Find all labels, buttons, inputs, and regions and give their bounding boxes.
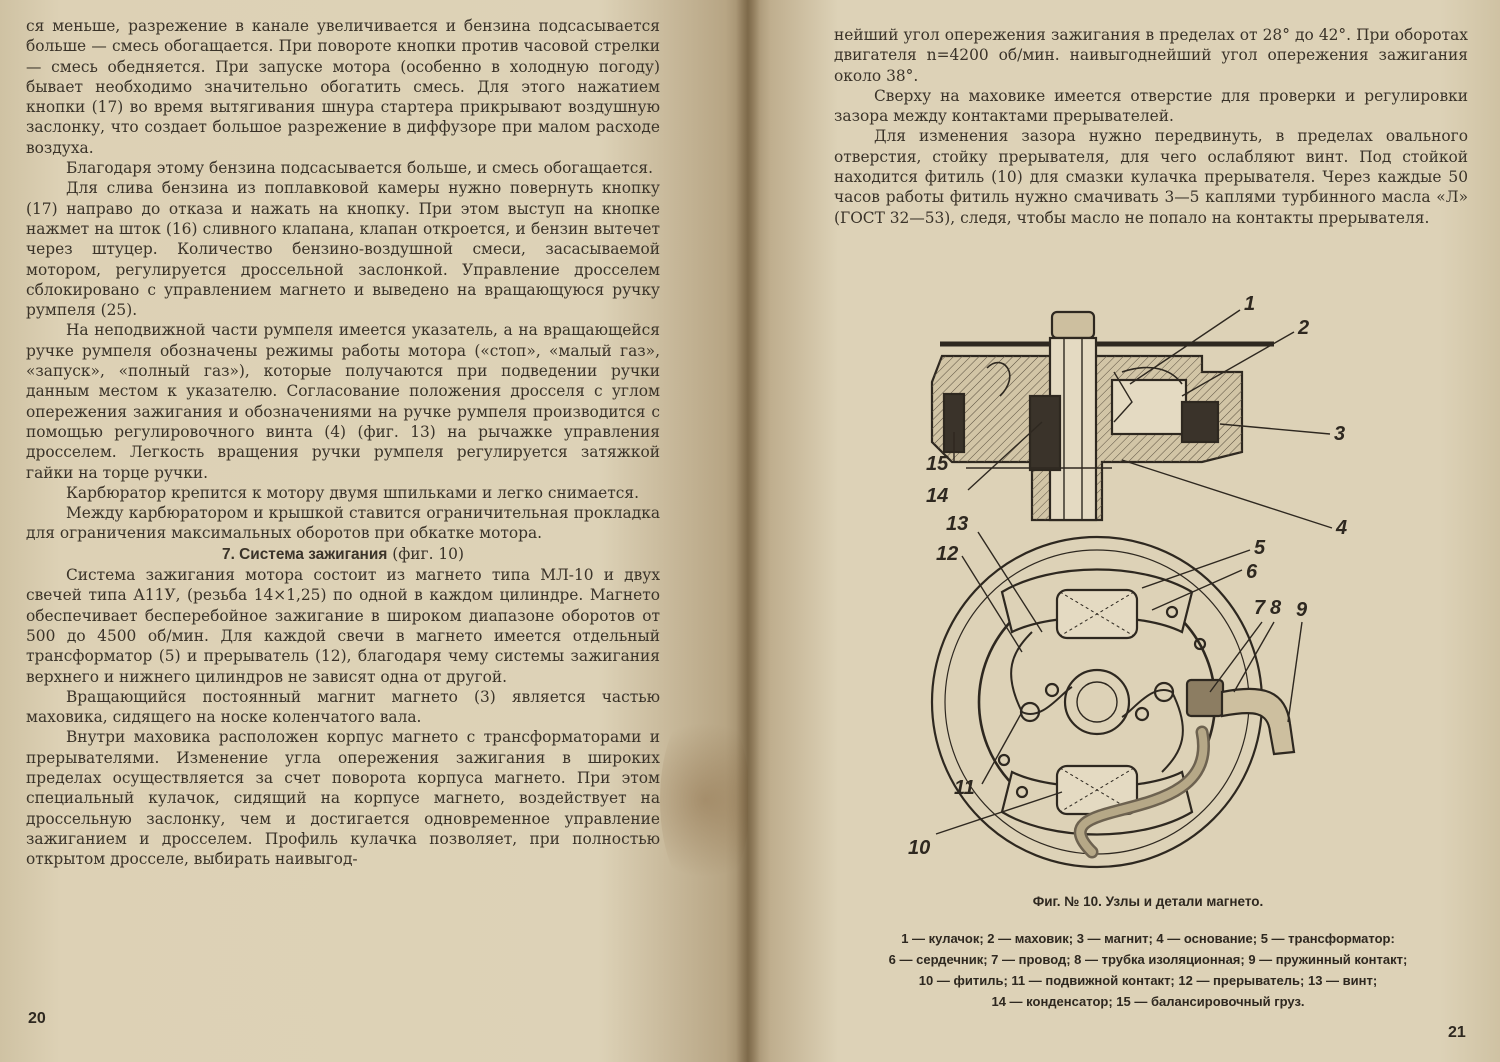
paragraph: Сверху на маховике имеется отверстие для проверки и регулировки зазора между контактами прерывателей. xyxy=(834,86,1468,126)
figure-label: 1 xyxy=(1244,293,1256,315)
magneto-section-view xyxy=(932,312,1274,520)
figure-caption: Фиг. № 10. Узлы и детали магнето. xyxy=(1032,894,1264,909)
figure-label: 13 xyxy=(946,513,969,535)
legend-line: 14 — конденсатор; 15 — балансировочный груз. xyxy=(991,994,1305,1009)
legend-line: 1 — кулачок; 2 — маховик; 3 — магнит; 4 — основание; 5 — трансформатор: xyxy=(901,931,1395,946)
figure-label: 3 xyxy=(1334,423,1346,445)
paragraph: Между карбюратором и крышкой ставится ограничительная прокладка для ограничения максимальных оборотов при обкатке мотора. xyxy=(26,504,660,543)
figure-label: 8 xyxy=(1270,597,1282,619)
figure-label: 15 xyxy=(926,453,949,475)
section-heading xyxy=(26,544,660,565)
paragraph: Вращающийся постоянный магнит магнето (3) является частью маховика, сидящего на носке коленчатого вала. xyxy=(26,687,660,727)
right-page xyxy=(748,0,1500,1062)
figure-label: 5 xyxy=(1254,537,1266,559)
figure-label: 10 xyxy=(908,837,931,859)
left-page xyxy=(0,0,748,1062)
figure-label: 7 xyxy=(1254,597,1266,619)
figure-label: 2 xyxy=(1298,317,1310,339)
section-figure-ref: (фиг. 10) xyxy=(392,544,464,563)
paragraph: На неподвижной части румпеля имеется указатель, а на вращающейся ручке румпеля обозначены режимы работы мотора («стоп», «малый газ», «запуск», «полный газ»), которые получаются при подведении ручки данным местом к указателю. Согласование положения дросселя с углом опережения зажигания и обозначениями на ручке румпеля производится с помощью регулировочного винта (4) (фиг. 13) на рычажке управления дросселем. Легкость вращения ручки румпеля регулируется затяжкой гайки на торце ручки. xyxy=(26,321,660,482)
book-gutter xyxy=(736,0,760,1062)
paragraph: нейший угол опережения зажигания в пределах от 28° до 42°. При оборотах двигателя n=4200 об/мин. наивыгоднейший угол опережения зажигания около 38°. xyxy=(834,26,1468,85)
figure-label: 12 xyxy=(936,543,959,565)
paragraph: Система зажигания мотора состоит из магнето типа МЛ-10 и двух свечей типа А11У, (резьба 14×1,25) по одной в каждом цилиндре. Магнето обеспечивает бесперебойное зажигание в широком диапазоне оборотов от 500 до 4500 об/мин. Для каждой свечи в магнето имеется отдельный трансформатор (5) и прерыватель (12), благодаря чему системы зажигания верхнего и нижнего цилиндров не зависят одна от другой. xyxy=(26,566,660,686)
page-number: 21 xyxy=(1448,1024,1466,1041)
paragraph: Для слива бензина из поплавковой камеры нужно повернуть кнопку (17) направо до отказа и нажать на кнопку. При этом выступ на кнопке нажмет на шток (16) сливного клапана, клапан откроется, и бензин вытечет через штуцер. Количество бензино-воздушной смеси, засасываемой мотором, регулируется дроссельной заслонкой. Управление дросселем сблокировано с управлением магнето и выведено на вращающуюся ручку румпеля (25). xyxy=(26,179,660,320)
figure-label: 9 xyxy=(1296,599,1308,621)
section-title: 7. Система зажигания xyxy=(222,545,388,563)
magneto-figure xyxy=(882,292,1352,872)
paragraph: Благодаря этому бензина подсасывается больше, и смесь обогащается. xyxy=(66,159,653,178)
page-number: 20 xyxy=(28,1010,46,1027)
figure-label: 6 xyxy=(1246,561,1258,583)
figure-legend xyxy=(818,928,1478,1012)
legend-line: 10 — фитиль; 11 — подвижной контакт; 12 — прерыватель; 13 — винт; xyxy=(918,973,1378,988)
paragraph: ся меньше, разрежение в канале увеличивается и бензина подсасывается больше — смесь обогащается. При повороте кнопки против часовой стрелки — смесь обедняется. При запуске мотора (особенно в холодную погоду) бывает необходимо значительно обогатить смесь. Для этого нажатием кнопки (17) во время вытягивания шнура стартера прикрывают воздушную заслонку, что создает большое разрежение в диффузоре при малом расходе воздуха. xyxy=(26,17,660,157)
figure-label: 14 xyxy=(926,485,949,507)
legend-line: 6 — сердечник; 7 — провод; 8 — трубка изоляционная; 9 — пружинный контакт; xyxy=(888,952,1408,967)
paragraph: Карбюратор крепится к мотору двумя шпильками и легко снимается. xyxy=(66,483,639,502)
page-stain xyxy=(660,700,748,900)
right-page-text xyxy=(834,25,1468,228)
paragraph: Для изменения зазора нужно передвинуть, в пределах овального отверстия, стойку прерывателя, для чего ослабляют винт. Под стойкой находится фитиль (10) для смазки кулачка прерывателя. Через каждые 50 часов работы фитиль нужно смачивать 3—5 каплями турбинного масла «Л» (ГОСТ 32—53), следя, чтобы масло не попало на контакты прерывателя. xyxy=(834,127,1468,227)
figure-label: 11 xyxy=(954,777,975,799)
paragraph: Внутри маховика расположен корпус магнето с трансформаторами и прерывателями. Изменение угла опережения зажигания в широких пределах осуществляется за счет поворота корпуса магнето. При этом специальный кулачок, сидящий на корпусе магнето, воздействует на дроссельную заслонку, чем и достигается одновременное управление зажиганием и дросселем. Профиль кулачка позволяет, при полностью открытом дросселе, выбирать наивыгод- xyxy=(26,728,660,869)
figure-label: 4 xyxy=(1336,517,1348,539)
left-page-text xyxy=(26,16,660,869)
